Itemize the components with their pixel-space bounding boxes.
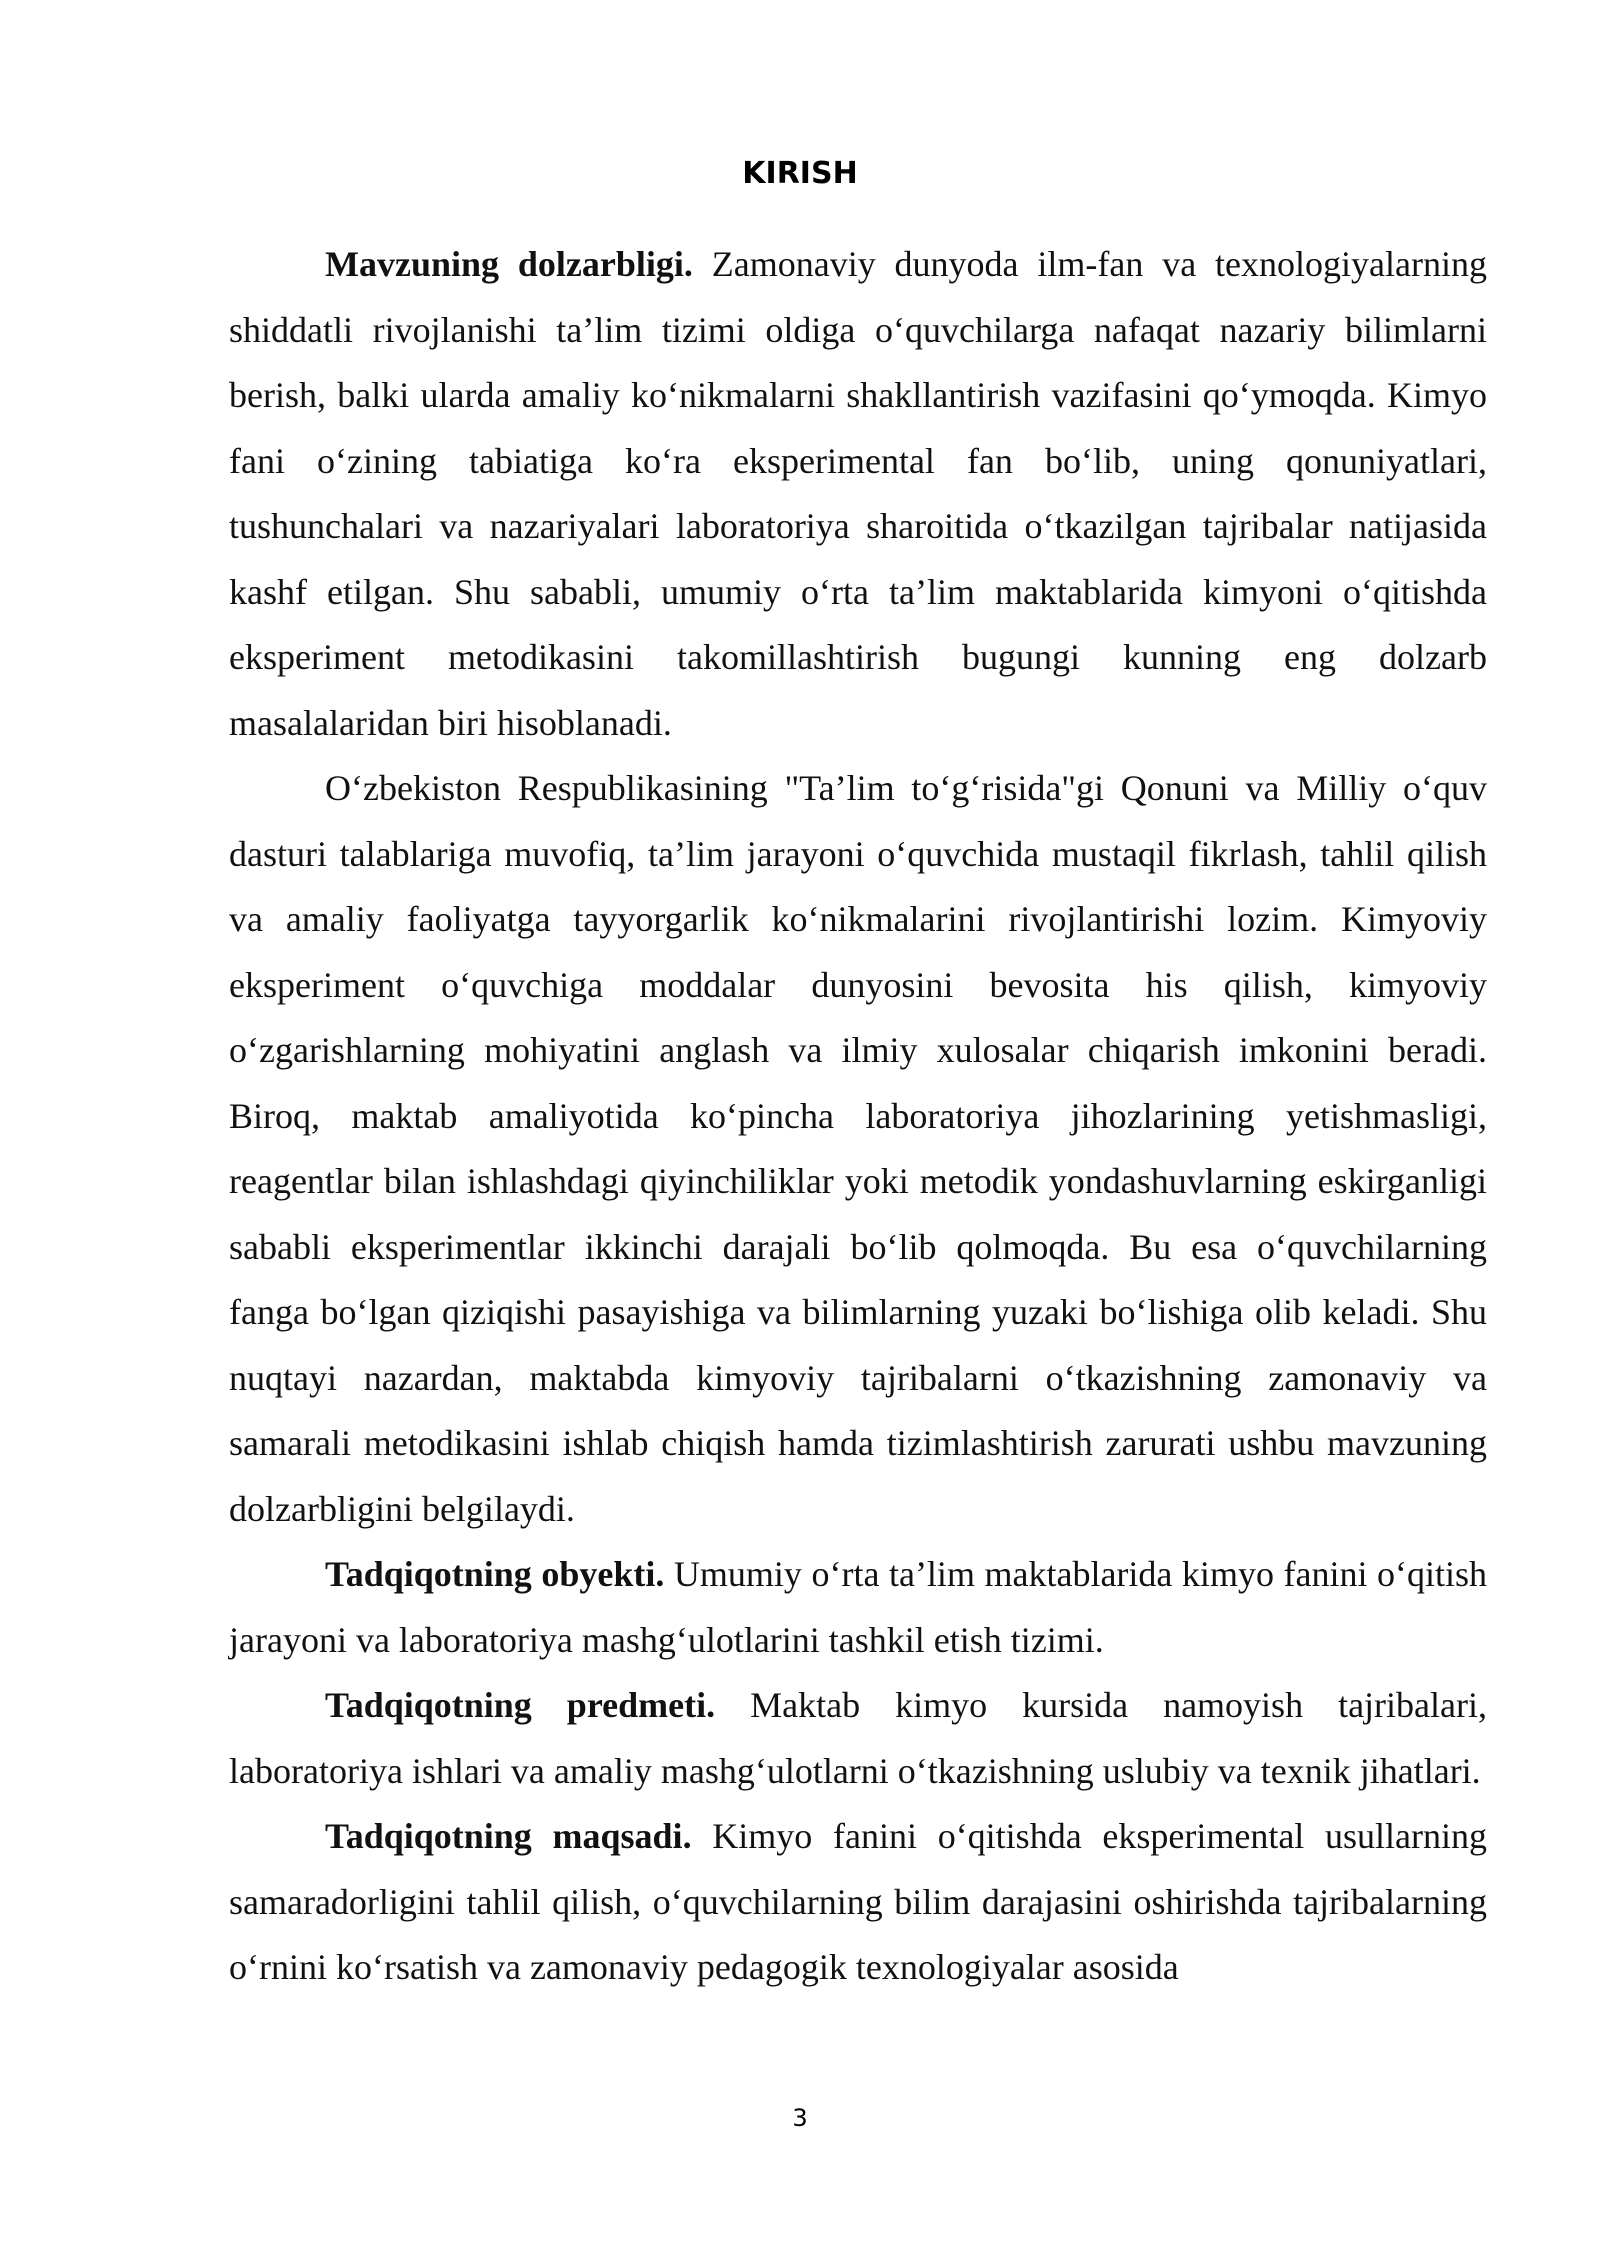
paragraph-lead: Tadqiqotning maqsadi. xyxy=(325,1816,692,1856)
paragraph-research-subject xyxy=(229,1673,1487,1804)
paragraph-text: Maktab kimyo kursida namoyish tajribalari, laboratoriya ishlari va amaliy mashg‘ulotlarni o‘tkazishning uslubiy va texnik jihatlari. xyxy=(229,1685,1487,1791)
body-text xyxy=(229,232,1487,2001)
paragraph-law-context xyxy=(229,756,1487,1542)
paragraph-text: Kimyo fanini o‘qitishda eksperimental usullarning samaradorligini tahlil qilish, o‘quvchilarning bilim darajasini oshirishda tajribalarning o‘rnini ko‘rsatish va zamonaviy pedagogik texnologiyalar asosida xyxy=(229,1816,1488,1987)
paragraph-research-goal xyxy=(229,1804,1487,2001)
page-number: 3 xyxy=(792,2104,808,2132)
paragraph-relevance xyxy=(229,232,1487,756)
paragraph-text: Zamonaviy dunyoda ilm-fan va texnologiyalarning shiddatli rivojlanishi ta’lim tizimi oldiga o‘quvchilarga nafaqat nazariy bilimlarni berish, balki ularda amaliy ko‘nikmalarni shakllantirish vazifasini qo‘ymoqda. Kimyo fani o‘zining tabiatiga ko‘ra eksperimental fan bo‘lib, uning qonuniyatlari, tushunchalari va nazariyalari laboratoriya sharoitida o‘tkazilgan tajribalar natijasida kashf etilgan. Shu sababli, umumiy o‘rta ta’lim maktablarida kimyoni o‘qitishda eksperiment metodikasini takomillashtirish bugungi kunning eng dolzarb masalalaridan biri hisoblanadi. xyxy=(229,244,1487,743)
paragraph-lead: Tadqiqotning obyekti. xyxy=(325,1554,665,1594)
section-heading: KIRISH xyxy=(742,156,858,191)
paragraph-text: O‘zbekiston Respublikasining "Ta’lim to‘g‘risida"gi Qonuni va Milliy o‘quv dasturi talablariga muvofiq, ta’lim jarayoni o‘quvchida mustaqil fikrlash, tahlil qilish va amaliy faoliyatga tayyorgarlik ko‘nikmalarini rivojlantirishi lozim. Kimyoviy eksperiment o‘quvchiga moddalar dunyosini bevosita his qilish, kimyoviy o‘zgarishlarning mohiyatini anglash va ilmiy xulosalar chiqarish imkonini beradi. Biroq, maktab amaliyotida ko‘pincha laboratoriya jihozlarining yetishmasligi, reagentlar bilan ishlashdagi qiyinchiliklar yoki metodik yondashuvlarning eskirganligi sababli eksperimentlar ikkinchi darajali bo‘lib qolmoqda. Bu esa o‘quvchilarning fanga bo‘lgan qiziqishi pasayishiga va bilimlarning yuzaki bo‘lishiga olib keladi. Shu nuqtayi nazardan, maktabda kimyoviy tajribalarni o‘tkazishning zamonaviy va samarali metodikasini ishlab chiqish hamda tizimlashtirish zarurati ushbu mavzuning dolzarbligini belgilaydi. xyxy=(229,768,1487,1529)
paragraph-lead: Tadqiqotning predmeti. xyxy=(325,1685,716,1725)
paragraph-research-object xyxy=(229,1542,1487,1673)
paragraph-text: Umumiy o‘rta ta’lim maktablarida kimyo fanini o‘qitish jarayoni va laboratoriya mashg‘ulotlarini tashkil etish tizimi. xyxy=(229,1554,1487,1660)
paragraph-lead: Mavzuning dolzarbligi. xyxy=(325,244,693,284)
